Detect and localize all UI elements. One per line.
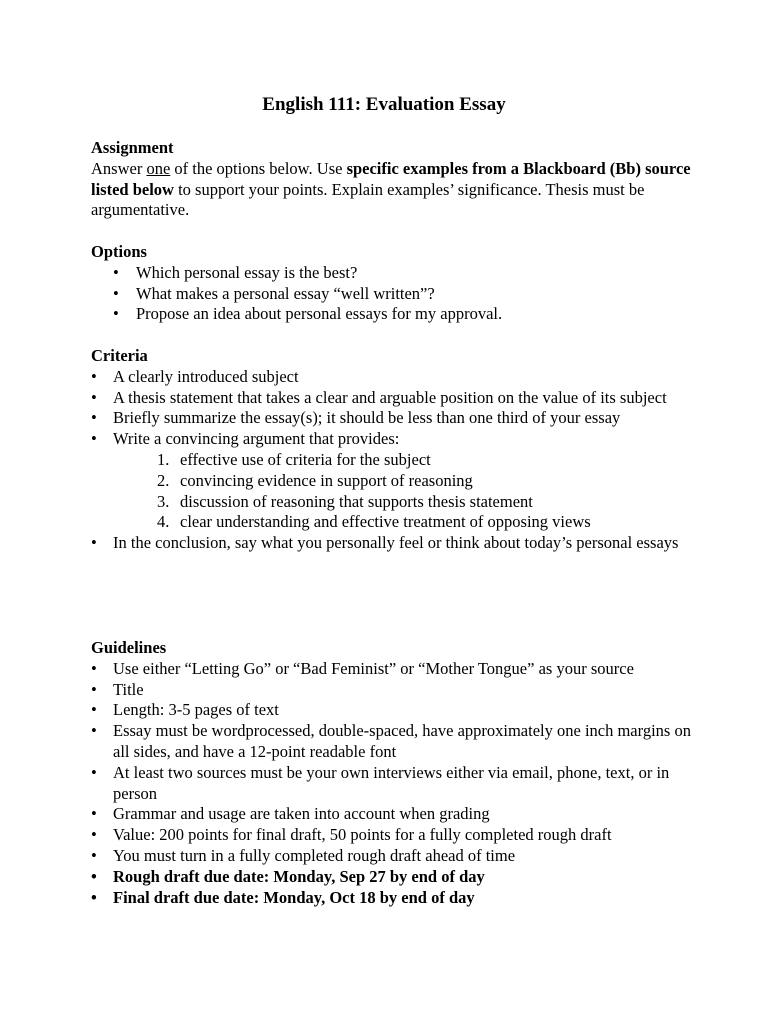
list-number: 3.	[157, 491, 170, 511]
assignment-bold-phrase: specific examples from a Blackboard (Bb) source listed below	[91, 158, 691, 199]
list-item	[91, 825, 691, 846]
bullet-icon: •	[91, 825, 97, 845]
list-item	[91, 804, 691, 825]
bullet-icon: •	[91, 429, 97, 449]
list-number: 1.	[157, 449, 170, 469]
bullet-icon: •	[113, 304, 119, 324]
list-item	[91, 846, 691, 867]
list-item	[113, 450, 691, 471]
criteria-text: A thesis statement that takes a clear and arguable position on the value of its subject	[113, 387, 667, 407]
due-date-text: Final draft due date: Monday, Oct 18 by end of day	[113, 887, 475, 907]
bullet-icon: •	[91, 408, 97, 428]
list-item	[91, 763, 691, 805]
bullet-icon: •	[91, 387, 97, 407]
assignment-underlined-word: one	[146, 158, 171, 178]
assignment-text-part: of the options below. Use	[170, 158, 347, 178]
list-item	[91, 284, 691, 305]
list-item	[91, 388, 691, 409]
assignment-heading: Assignment	[91, 138, 174, 157]
guidelines-section	[91, 638, 691, 908]
bullet-icon: •	[91, 366, 97, 386]
criteria-text: A clearly introduced subject	[113, 366, 299, 386]
list-item	[113, 492, 691, 513]
option-text: Propose an idea about personal essays for my approval.	[136, 304, 503, 324]
guideline-text: At least two sources must be your own interviews either via email, phone, text, or in person	[113, 762, 670, 803]
guideline-text: Title	[113, 679, 144, 699]
list-item	[91, 700, 691, 721]
bullet-icon: •	[91, 700, 97, 720]
guideline-text: You must turn in a fully completed rough draft ahead of time	[113, 845, 516, 865]
assignment-text-part: Answer	[91, 158, 147, 178]
criteria-sub-text: clear understanding and effective treatment of opposing views	[180, 512, 591, 532]
due-date-text: Rough draft due date: Monday, Sep 27 by end of day	[113, 866, 485, 886]
guideline-text: Value: 200 points for final draft, 50 points for a fully completed rough draft	[113, 825, 612, 845]
bullet-icon: •	[91, 887, 97, 907]
bullet-icon: •	[91, 533, 97, 553]
guidelines-list	[91, 659, 691, 909]
bullet-icon: •	[91, 845, 97, 865]
list-item	[91, 408, 691, 429]
criteria-text: In the conclusion, say what you personally feel or think about today’s personal essays	[113, 533, 679, 553]
list-item	[91, 367, 691, 388]
criteria-sub-text: effective use of criteria for the subject	[180, 449, 431, 469]
criteria-sub-list	[113, 450, 691, 533]
assignment-text	[91, 159, 691, 221]
guideline-text: Essay must be wordprocessed, double-spaced, have approximately one inch margins on all sides, and have a 12-point readable font	[113, 721, 691, 761]
guideline-text: Length: 3-5 pages of text	[113, 700, 279, 720]
document-title: English 111: Evaluation Essay	[262, 94, 506, 115]
criteria-section	[91, 346, 691, 554]
list-item	[91, 304, 691, 325]
bullet-icon: •	[91, 762, 97, 782]
criteria-text: Write a convincing argument that provides:	[113, 429, 400, 449]
options-heading: Options	[91, 242, 147, 261]
bullet-icon: •	[91, 679, 97, 699]
list-item	[113, 471, 691, 492]
bullet-icon: •	[91, 804, 97, 824]
criteria-text: Briefly summarize the essay(s); it should be less than one third of your essay	[113, 408, 621, 428]
criteria-heading: Criteria	[91, 346, 148, 365]
list-item	[91, 429, 691, 533]
criteria-sub-text: convincing evidence in support of reasoning	[180, 470, 473, 490]
list-item	[91, 659, 691, 680]
criteria-list	[91, 367, 691, 554]
list-item	[91, 680, 691, 701]
bullet-icon: •	[113, 283, 119, 303]
guideline-text: Use either “Letting Go” or “Bad Feminist” or “Mother Tongue” as your source	[113, 658, 634, 678]
bullet-icon: •	[91, 721, 97, 741]
options-list	[91, 263, 691, 325]
assignment-section	[91, 138, 691, 221]
list-number: 4.	[157, 512, 170, 532]
list-item	[91, 721, 691, 763]
list-item	[113, 512, 691, 533]
options-section	[91, 242, 691, 325]
list-item	[91, 263, 691, 284]
criteria-sub-text: discussion of reasoning that supports thesis statement	[180, 491, 533, 511]
list-item	[91, 533, 691, 554]
assignment-text-part: to support your points. Explain examples’ significance. Thesis must be argumentative.	[91, 179, 645, 220]
option-text: What makes a personal essay “well written”?	[136, 283, 435, 303]
rough-draft-due-item	[91, 867, 691, 888]
final-draft-due-item	[91, 888, 691, 909]
guideline-text: Grammar and usage are taken into account when grading	[113, 804, 490, 824]
list-number: 2.	[157, 470, 170, 490]
bullet-icon: •	[91, 866, 97, 886]
guidelines-heading: Guidelines	[91, 638, 167, 657]
bullet-icon: •	[91, 658, 97, 678]
option-text: Which personal essay is the best?	[136, 262, 358, 282]
bullet-icon: •	[113, 262, 119, 282]
